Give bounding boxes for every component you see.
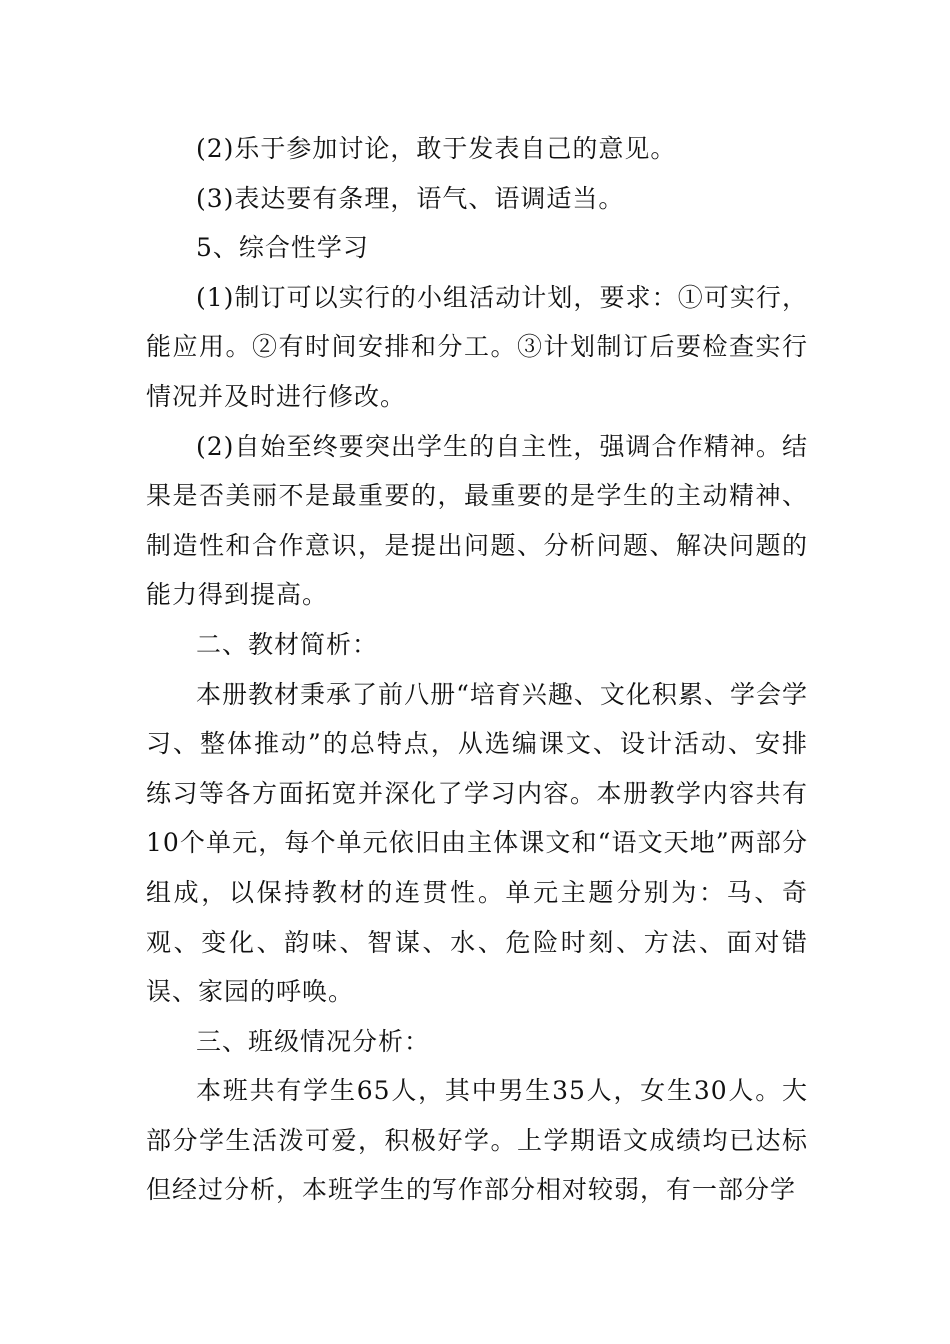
paragraph-activity-plan: (1)制订可以实行的小组活动计划，要求：①可实行，能应用。②有时间安排和分工。③计划制订后要检查实行情况并及时进行修改。 <box>146 282 808 411</box>
section-heading-comprehensive-learning: 5、综合性学习 <box>196 233 369 263</box>
document-body <box>146 124 808 1215</box>
paragraph-textbook-analysis: 本册教材秉承了前八册“培育兴趣、文化积累、学会学习、整体推动”的总特点，从选编课文、设计活动、安排练习等各方面拓宽并深化了学习内容。本册教学内容共有10个单元，每个单元依旧由主体课文和“语文天地”两部分组成，以保持教材的连贯性。单元主题分别为：马、奇观、变化、韵味、智谋、水、危险时刻、方法、面对错误、家园的呼唤。 <box>146 679 808 1007</box>
paragraph-item-3: (3)表达要有条理，语气、语调适当。 <box>196 183 625 213</box>
section-heading-textbook-analysis: 二、教材简析： <box>196 629 379 659</box>
paragraph-student-autonomy: (2)自始至终要突出学生的自主性，强调合作精神。结果是否美丽不是最重要的，最重要的是学生的主动精神、制造性和合作意识，是提出问题、分析问题、解决问题的能力得到提高。 <box>146 431 808 610</box>
paragraph-item-2: (2)乐于参加讨论，敢于发表自己的意见。 <box>196 134 677 163</box>
section-heading-class-analysis: 三、班级情况分析： <box>196 1026 431 1056</box>
paragraph-class-analysis: 本班共有学生65人，其中男生35人，女生30人。大部分学生活泼可爱，积极好学。上学期语文成绩均已达标但经过分析，本班学生的写作部分相对较弱，有一部分学 <box>146 1076 808 1205</box>
